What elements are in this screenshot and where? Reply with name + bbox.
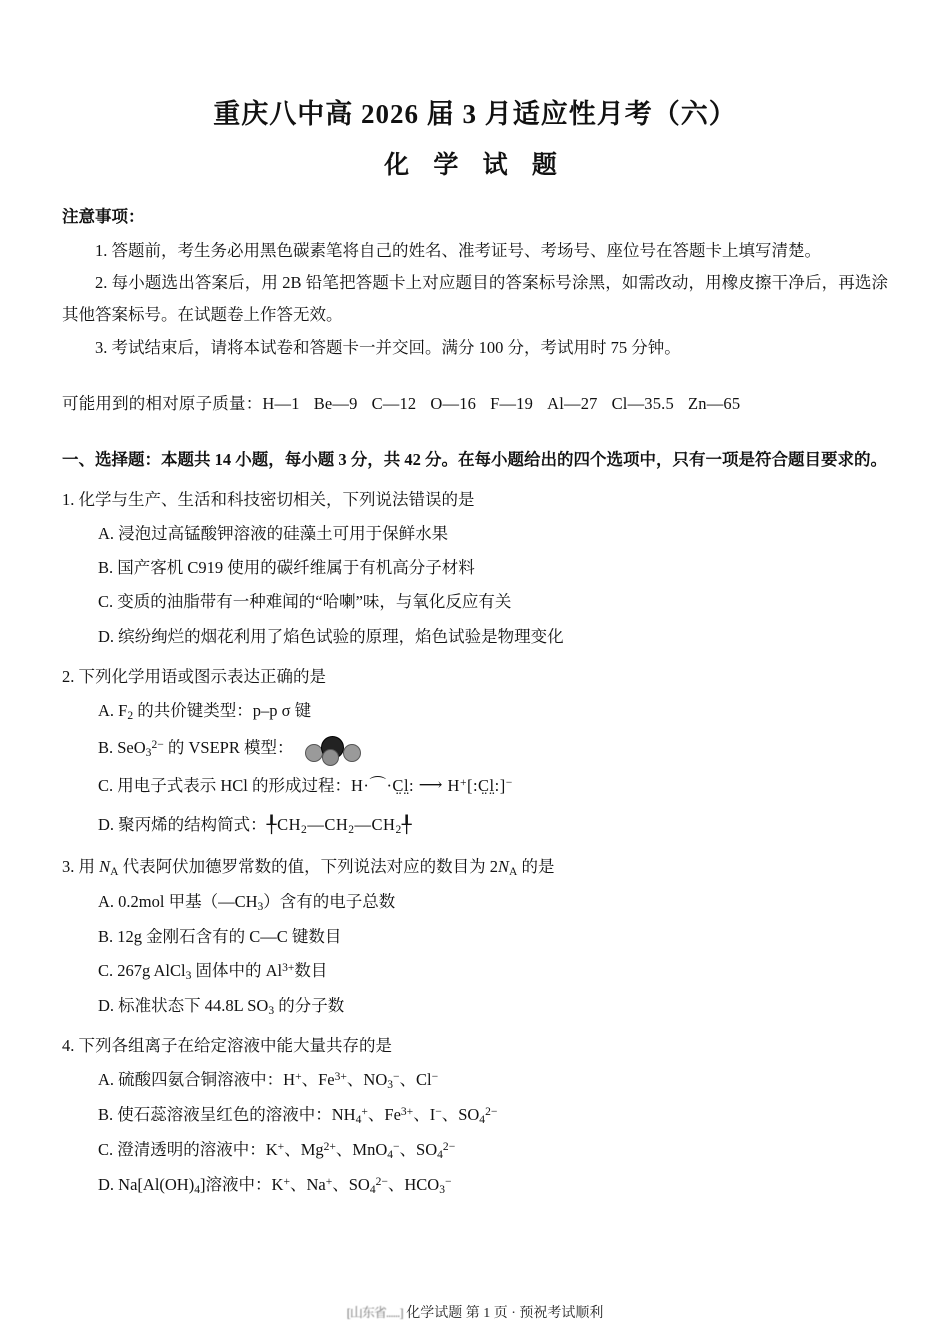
atomic-mass-zn: Zn—65 — [687, 393, 741, 413]
question-4-option-d: D. $Na[Al(OH)_4]$溶液中：K+、Na+、$SO_4^{2-}$、$HCO_3^-$ — [98, 1174, 452, 1196]
notice-item-1: 1. 答题前，考生务必用黑色碳素笔将自己的姓名、准考证号、考场号、座位号在答题卡上填写清楚。 — [95, 241, 821, 260]
question-1 — [62, 484, 888, 516]
page-footer — [0, 1302, 950, 1322]
question-2-number: 2. — [62, 666, 75, 686]
notice-item-2: 2. 每小题选出答案后，用 2B 铅笔把答题卡上对应题目的答案标号涂黑，如需改动，用橡皮擦干净后，再选涂其他答案标号。在试题卷上作答无效。 — [62, 273, 888, 325]
atomic-mass-h: H—1 — [262, 393, 300, 413]
question-4-option-a: A. 硫酸四氨合铜溶液中：H+、$Fe^{3+}$、$NO_3^-$、Cl− — [98, 1070, 439, 1092]
notice-item-3: 3. 考试结束后，请将本试卷和答题卡一并交回。满分 100 分，考试用时 75 分钟。 — [95, 337, 681, 357]
question-3-number: 3. — [62, 857, 75, 877]
question-2-option-d: D. 聚丙烯的结构简式：$╀CH_2—CH_2—CH_2╀$ — [98, 814, 413, 836]
page-subtitle: 化 学 试 题 — [384, 152, 566, 179]
question-1-option-d: D. 缤纷绚烂的烟花利用了焰色试验的原理，焰色试验是物理变化 — [98, 626, 564, 646]
question-1-option-b: B. 国产客机 C919 使用的碳纤维属于有机高分子材料 — [98, 558, 475, 578]
question-4-option-b: B. 使石蕊溶液呈红色的溶液中：$NH_4^+$、$Fe^{3+}$、I−、$SO_4^{2-}$ — [98, 1105, 498, 1127]
atomic-mass-c: C—12 — [371, 393, 417, 413]
question-4-stem: 下列各组离子在给定溶液中能大量共存的是 — [78, 1036, 392, 1056]
question-3-option-a: A. 0.2mol 甲基$(—CH_3)$含有的电子总数 — [98, 891, 396, 914]
question-2-stem: 下列化学用语或图示表达正确的是 — [78, 666, 326, 686]
question-3-option-c: C. 267g AlCl$_3$ 固体中的 $Al^{3+}$数目 — [98, 960, 328, 982]
question-3-option-d: D. 标准状态下 44.8L $SO_3$ 的分子数 — [98, 995, 345, 1017]
question-1-stem: 化学与生产、生活和科技密切相关，下列说法错误的是 — [78, 489, 475, 509]
polypropylene-formula: $╀CH_2—CH_2—CH_2╀$ — [266, 814, 413, 836]
footer-page-text: 化学试题 第 1 页 · 预祝考试顺利 — [406, 1306, 604, 1321]
question-1-option-a: A. 浸泡过高锰酸钾溶液的硅藻土可用于保鲜水果 — [98, 524, 449, 544]
notice-heading: 注意事项： — [62, 207, 145, 226]
atomic-mass-label: 可能用到的相对原子质量： — [62, 393, 263, 413]
section-heading: 一、选择题：本题共 14 小题，每小题 3 分，共 42 分。在每小题给出的四个选项中，只有一项是符合题目要求的。 — [62, 449, 887, 469]
atomic-mass-al: Al—27 — [547, 393, 598, 413]
question-3: 3. 用 $N_A$ 代表阿伏加德罗常数的值，下列说法对应的数目为 $2N_A$ 的是 — [62, 857, 555, 879]
question-4 — [62, 1030, 888, 1062]
atomic-mass-be: Be—9 — [313, 393, 358, 413]
question-2-option-a: A. $F_2$ 的共价键类型：p–p σ 键 — [98, 700, 312, 723]
question-2-option-c: C. 用电子式表示 HCl 的形成过程：H·⌒·C̤l̤: ⟶ H+[:C̤l̤:]− — [98, 775, 513, 796]
question-2 — [62, 661, 888, 693]
question-1-option-c: C. 变质的油脂带有一种难闻的“哈喇”味，与氧化反应有关 — [98, 592, 512, 612]
footer-watermark: [山东省......] — [346, 1305, 403, 1320]
page-title: 重庆八中高 2026 届 3 月适应性月考（六） — [213, 99, 737, 129]
atomic-mass-line — [62, 390, 888, 414]
question-1-number: 1. — [62, 489, 75, 509]
atomic-mass-o: O—16 — [430, 393, 477, 413]
question-3-option-b: B. 12g 金刚石含有的 C—C 键数目 — [98, 926, 342, 946]
question-2-option-b: B. SeO$_3^{2-}$ 的 VSEPR 模型： — [62, 730, 888, 767]
question-4-option-c: C. 澄清透明的溶液中：K+、$Mg^{2+}$、MnO$_4$−、$SO_4^{2-}$ — [98, 1139, 456, 1162]
vsepr-ball-model-icon — [293, 736, 371, 762]
atomic-mass-cl: Cl—35.5 — [611, 393, 674, 413]
hcl-electron-formula: H·⌒·C̤l̤: ⟶ H+[:C̤l̤:]− — [351, 775, 513, 796]
atomic-mass-f: F—19 — [490, 393, 534, 413]
question-4-number: 4. — [62, 1036, 75, 1056]
